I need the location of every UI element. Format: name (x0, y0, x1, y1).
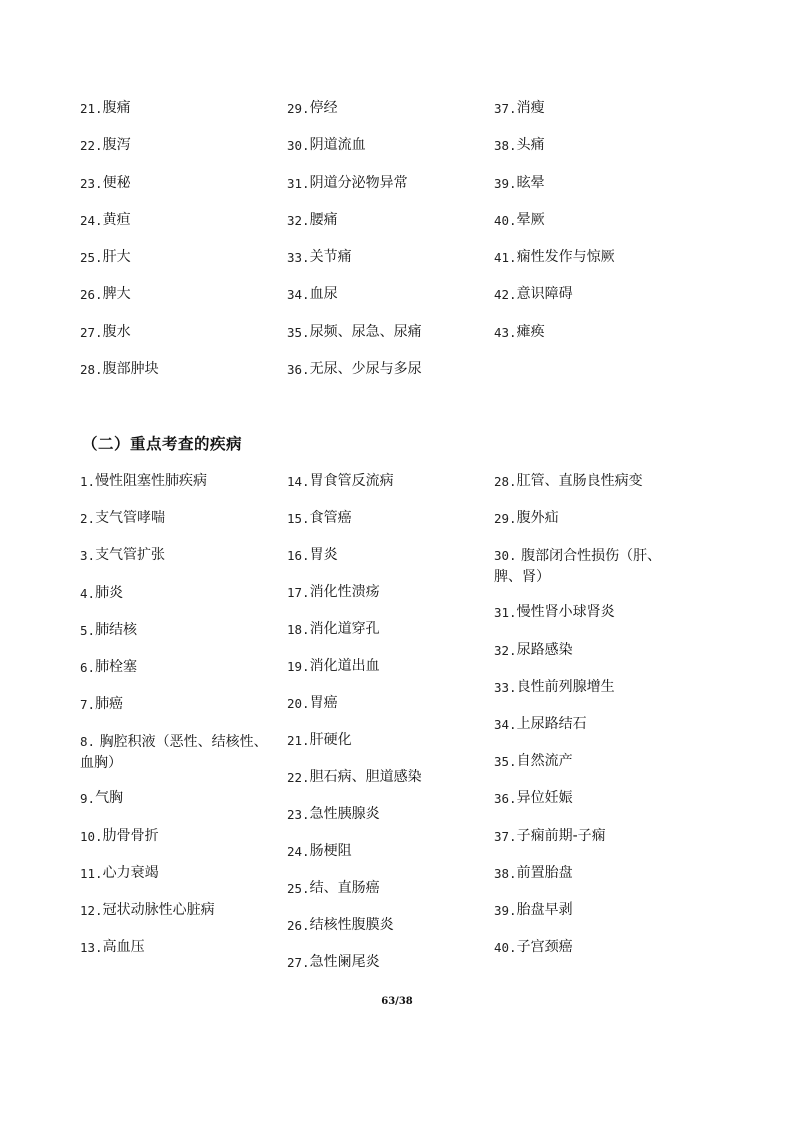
symptom-list-item (287, 135, 494, 172)
item-label: 胆石病、胆道感染 (309, 769, 422, 785)
item-number: 31. (287, 175, 310, 191)
symptom-list (80, 98, 700, 396)
item-label: 慢性肾小球肾炎 (516, 604, 615, 621)
item-number: 27. (80, 324, 103, 340)
item-label: 便秘 (102, 174, 131, 191)
item-label: 肺癌 (95, 696, 124, 713)
item-label: 肺栓塞 (95, 658, 138, 675)
item-number: 5. (80, 622, 96, 638)
disease-list-item (287, 804, 494, 841)
item-number: 40. (494, 212, 517, 228)
symptom-list-item (80, 173, 287, 210)
disease-column-3 (494, 471, 700, 989)
item-label: 腹部闭合性损伤（肝、脾、肾） (494, 548, 662, 586)
item-label: 胃食管反流病 (309, 473, 394, 489)
symptom-list-item (287, 98, 494, 135)
item-number: 41. (494, 250, 517, 266)
item-label: 腹泻 (102, 137, 131, 154)
item-label: 尿频、尿急、尿痛 (309, 323, 422, 340)
symptom-column-1 (80, 98, 287, 396)
page-number: 63/38 (381, 996, 413, 1007)
symptom-list-item (494, 98, 700, 135)
item-label: 胃癌 (309, 695, 338, 711)
symptom-list-item (494, 210, 700, 247)
section-heading-key-diseases: （二）重点考查的疾病 (82, 435, 243, 453)
item-number: 8. (80, 734, 96, 750)
item-label: 气胸 (95, 790, 124, 807)
disease-list-item (494, 545, 700, 602)
item-label: 肛管、直肠良性病变 (516, 473, 643, 489)
disease-list-item (80, 471, 287, 508)
item-number: 36. (287, 362, 310, 378)
item-number: 25. (287, 881, 310, 896)
item-number: 35. (494, 754, 517, 770)
disease-column-1 (80, 471, 287, 989)
item-label: 良性前列腺增生 (516, 678, 615, 695)
item-number: 12. (80, 902, 103, 918)
item-label: 瘫痪 (516, 323, 545, 340)
disease-list-item (494, 937, 700, 974)
symptom-list-item (80, 135, 287, 172)
symptom-list-item (80, 210, 287, 247)
item-label: 消化性溃疡 (309, 584, 380, 600)
symptom-list-item (80, 247, 287, 284)
item-number: 11. (80, 865, 103, 881)
disease-list-item (494, 508, 700, 545)
item-label: 无尿、少尿与多尿 (309, 361, 422, 378)
item-label: 肝大 (102, 249, 131, 266)
item-number: 22. (287, 770, 310, 785)
disease-list-item (287, 508, 494, 545)
disease-list-item (80, 937, 287, 974)
disease-list-item (80, 863, 287, 900)
item-number: 2. (80, 511, 96, 527)
disease-list (80, 471, 700, 989)
item-number: 26. (80, 287, 103, 303)
disease-list-item (80, 694, 287, 731)
item-number: 28. (80, 362, 103, 378)
item-label: 腹外疝 (516, 510, 559, 527)
disease-list-item (287, 582, 494, 619)
disease-list-item (287, 841, 494, 878)
symptom-list-item (494, 322, 700, 359)
item-label: 心力衰竭 (102, 864, 159, 881)
disease-list-item (494, 826, 700, 863)
item-number: 35. (287, 324, 310, 340)
item-label: 晕厥 (516, 211, 545, 228)
symptom-list-item (287, 359, 494, 396)
item-label: 腹痛 (102, 100, 131, 116)
disease-list-item (80, 508, 287, 545)
disease-list-item (494, 677, 700, 714)
item-number: 40. (494, 940, 517, 956)
item-label: 结核性腹膜炎 (309, 917, 394, 933)
disease-column-2 (287, 471, 494, 989)
symptom-list-item (287, 284, 494, 321)
item-number: 42. (494, 287, 517, 303)
item-number: 17. (287, 585, 310, 600)
disease-list-item (494, 863, 700, 900)
disease-list-item (80, 788, 287, 825)
item-label: 黄疸 (102, 211, 131, 228)
disease-list-item (287, 730, 494, 767)
item-number: 19. (287, 659, 310, 674)
item-number: 9. (80, 791, 96, 807)
item-label: 眩晕 (516, 174, 545, 191)
symptom-list-item (494, 284, 700, 321)
item-label: 停经 (309, 100, 338, 116)
item-label: 异位妊娠 (516, 790, 573, 807)
item-number: 23. (287, 807, 310, 822)
item-number: 29. (287, 101, 310, 116)
disease-list-item (287, 878, 494, 915)
item-label: 自然流产 (516, 753, 573, 770)
symptom-list-item (80, 284, 287, 321)
item-label: 结、直肠癌 (309, 880, 380, 896)
item-number: 3. (80, 548, 96, 564)
item-label: 急性胰腺炎 (309, 806, 380, 822)
item-number: 29. (494, 511, 517, 527)
disease-list-item (494, 788, 700, 825)
item-label: 关节痛 (309, 249, 352, 266)
item-number: 1. (80, 474, 96, 489)
disease-list-item (494, 751, 700, 788)
item-label: 支气管扩张 (95, 547, 166, 564)
item-number: 24. (80, 212, 103, 228)
disease-list-item (80, 545, 287, 582)
item-number: 14. (287, 474, 310, 489)
item-number: 37. (494, 101, 517, 116)
symptom-list-item (494, 173, 700, 210)
item-label: 意识障碍 (516, 286, 573, 303)
item-number: 31. (494, 605, 517, 621)
disease-list-item (80, 826, 287, 863)
item-label: 腹水 (102, 323, 131, 340)
item-label: 肋骨骨折 (102, 827, 159, 844)
item-label: 胸腔积液（恶性、结核性、血胸） (80, 734, 268, 772)
item-number: 4. (80, 585, 96, 601)
disease-list-item (80, 620, 287, 657)
item-number: 37. (494, 828, 517, 844)
disease-list-item (287, 656, 494, 693)
item-label: 阴道流血 (309, 137, 366, 154)
item-label: 血尿 (309, 286, 338, 303)
item-label: 子宫颈癌 (516, 939, 573, 956)
item-label: 阴道分泌物异常 (309, 174, 408, 191)
item-label: 肺炎 (95, 584, 124, 601)
item-label: 慢性阻塞性肺疾病 (95, 473, 208, 489)
item-number: 30. (494, 548, 517, 564)
item-label: 胎盘早剥 (516, 901, 573, 918)
disease-list-item (494, 602, 700, 639)
item-number: 32. (494, 642, 517, 658)
disease-list-item (287, 545, 494, 582)
item-label: 上尿路结石 (516, 715, 587, 732)
item-number: 28. (494, 474, 517, 489)
symptom-list-item (80, 322, 287, 359)
item-number: 15. (287, 511, 310, 526)
item-number: 25. (80, 250, 103, 266)
item-label: 消化道穿孔 (309, 621, 380, 637)
item-number: 34. (287, 287, 310, 303)
item-number: 18. (287, 622, 310, 637)
disease-list-item (80, 900, 287, 937)
symptom-list-item (494, 247, 700, 284)
item-number: 23. (80, 175, 103, 191)
item-number: 13. (80, 940, 103, 956)
symptom-list-item (287, 173, 494, 210)
disease-list-item (80, 583, 287, 620)
disease-list-item (287, 952, 494, 989)
item-label: 食管癌 (309, 510, 352, 526)
disease-list-item (80, 657, 287, 694)
item-number: 33. (494, 679, 517, 695)
symptom-list-item (287, 322, 494, 359)
item-number: 24. (287, 844, 310, 859)
disease-list-item (287, 619, 494, 656)
disease-list-item (287, 767, 494, 804)
item-label: 支气管哮喘 (95, 510, 166, 527)
item-label: 肠梗阻 (309, 843, 352, 859)
item-label: 头痛 (516, 137, 545, 154)
item-label: 肺结核 (95, 621, 138, 638)
disease-list-item (80, 731, 287, 788)
disease-list-item (494, 471, 700, 508)
item-number: 30. (287, 138, 310, 154)
item-number: 6. (80, 659, 96, 675)
disease-list-item (494, 714, 700, 751)
item-number: 34. (494, 716, 517, 732)
item-label: 冠状动脉性心脏病 (102, 901, 215, 918)
item-label: 腰痛 (309, 211, 338, 228)
disease-list-item (494, 900, 700, 937)
item-label: 痫性发作与惊厥 (516, 249, 615, 266)
disease-list-item (287, 915, 494, 952)
item-label: 急性阑尾炎 (309, 954, 380, 970)
item-number: 27. (287, 955, 310, 970)
symptom-list-item (494, 135, 700, 172)
item-number: 20. (287, 696, 310, 711)
item-label: 高血压 (102, 939, 145, 956)
item-number: 38. (494, 138, 517, 154)
item-number: 39. (494, 902, 517, 918)
item-label: 消瘦 (516, 100, 545, 116)
item-label: 胃炎 (309, 547, 338, 563)
item-number: 10. (80, 828, 103, 844)
item-number: 7. (80, 697, 96, 713)
symptom-list-item (287, 210, 494, 247)
item-number: 43. (494, 324, 517, 340)
item-label: 尿路感染 (516, 641, 573, 658)
item-number: 39. (494, 175, 517, 191)
item-number: 36. (494, 791, 517, 807)
disease-list-item (287, 693, 494, 730)
disease-list-item (287, 471, 494, 508)
item-label: 脾大 (102, 286, 131, 303)
item-number: 33. (287, 250, 310, 266)
item-number: 21. (80, 101, 103, 116)
item-label: 腹部肿块 (102, 361, 159, 378)
item-number: 22. (80, 138, 103, 154)
item-label: 前置胎盘 (516, 864, 573, 881)
symptom-column-2 (287, 98, 494, 396)
item-number: 21. (287, 733, 310, 748)
item-label: 消化道出血 (309, 658, 380, 674)
item-number: 26. (287, 918, 310, 933)
symptom-list-item (80, 98, 287, 135)
symptom-column-3 (494, 98, 700, 396)
item-number: 32. (287, 212, 310, 228)
disease-list-item (494, 640, 700, 677)
symptom-list-item (80, 359, 287, 396)
item-label: 子痫前期-子痫 (516, 827, 606, 844)
item-label: 肝硬化 (309, 732, 352, 748)
item-number: 16. (287, 548, 310, 563)
item-number: 38. (494, 865, 517, 881)
symptom-list-item (287, 247, 494, 284)
